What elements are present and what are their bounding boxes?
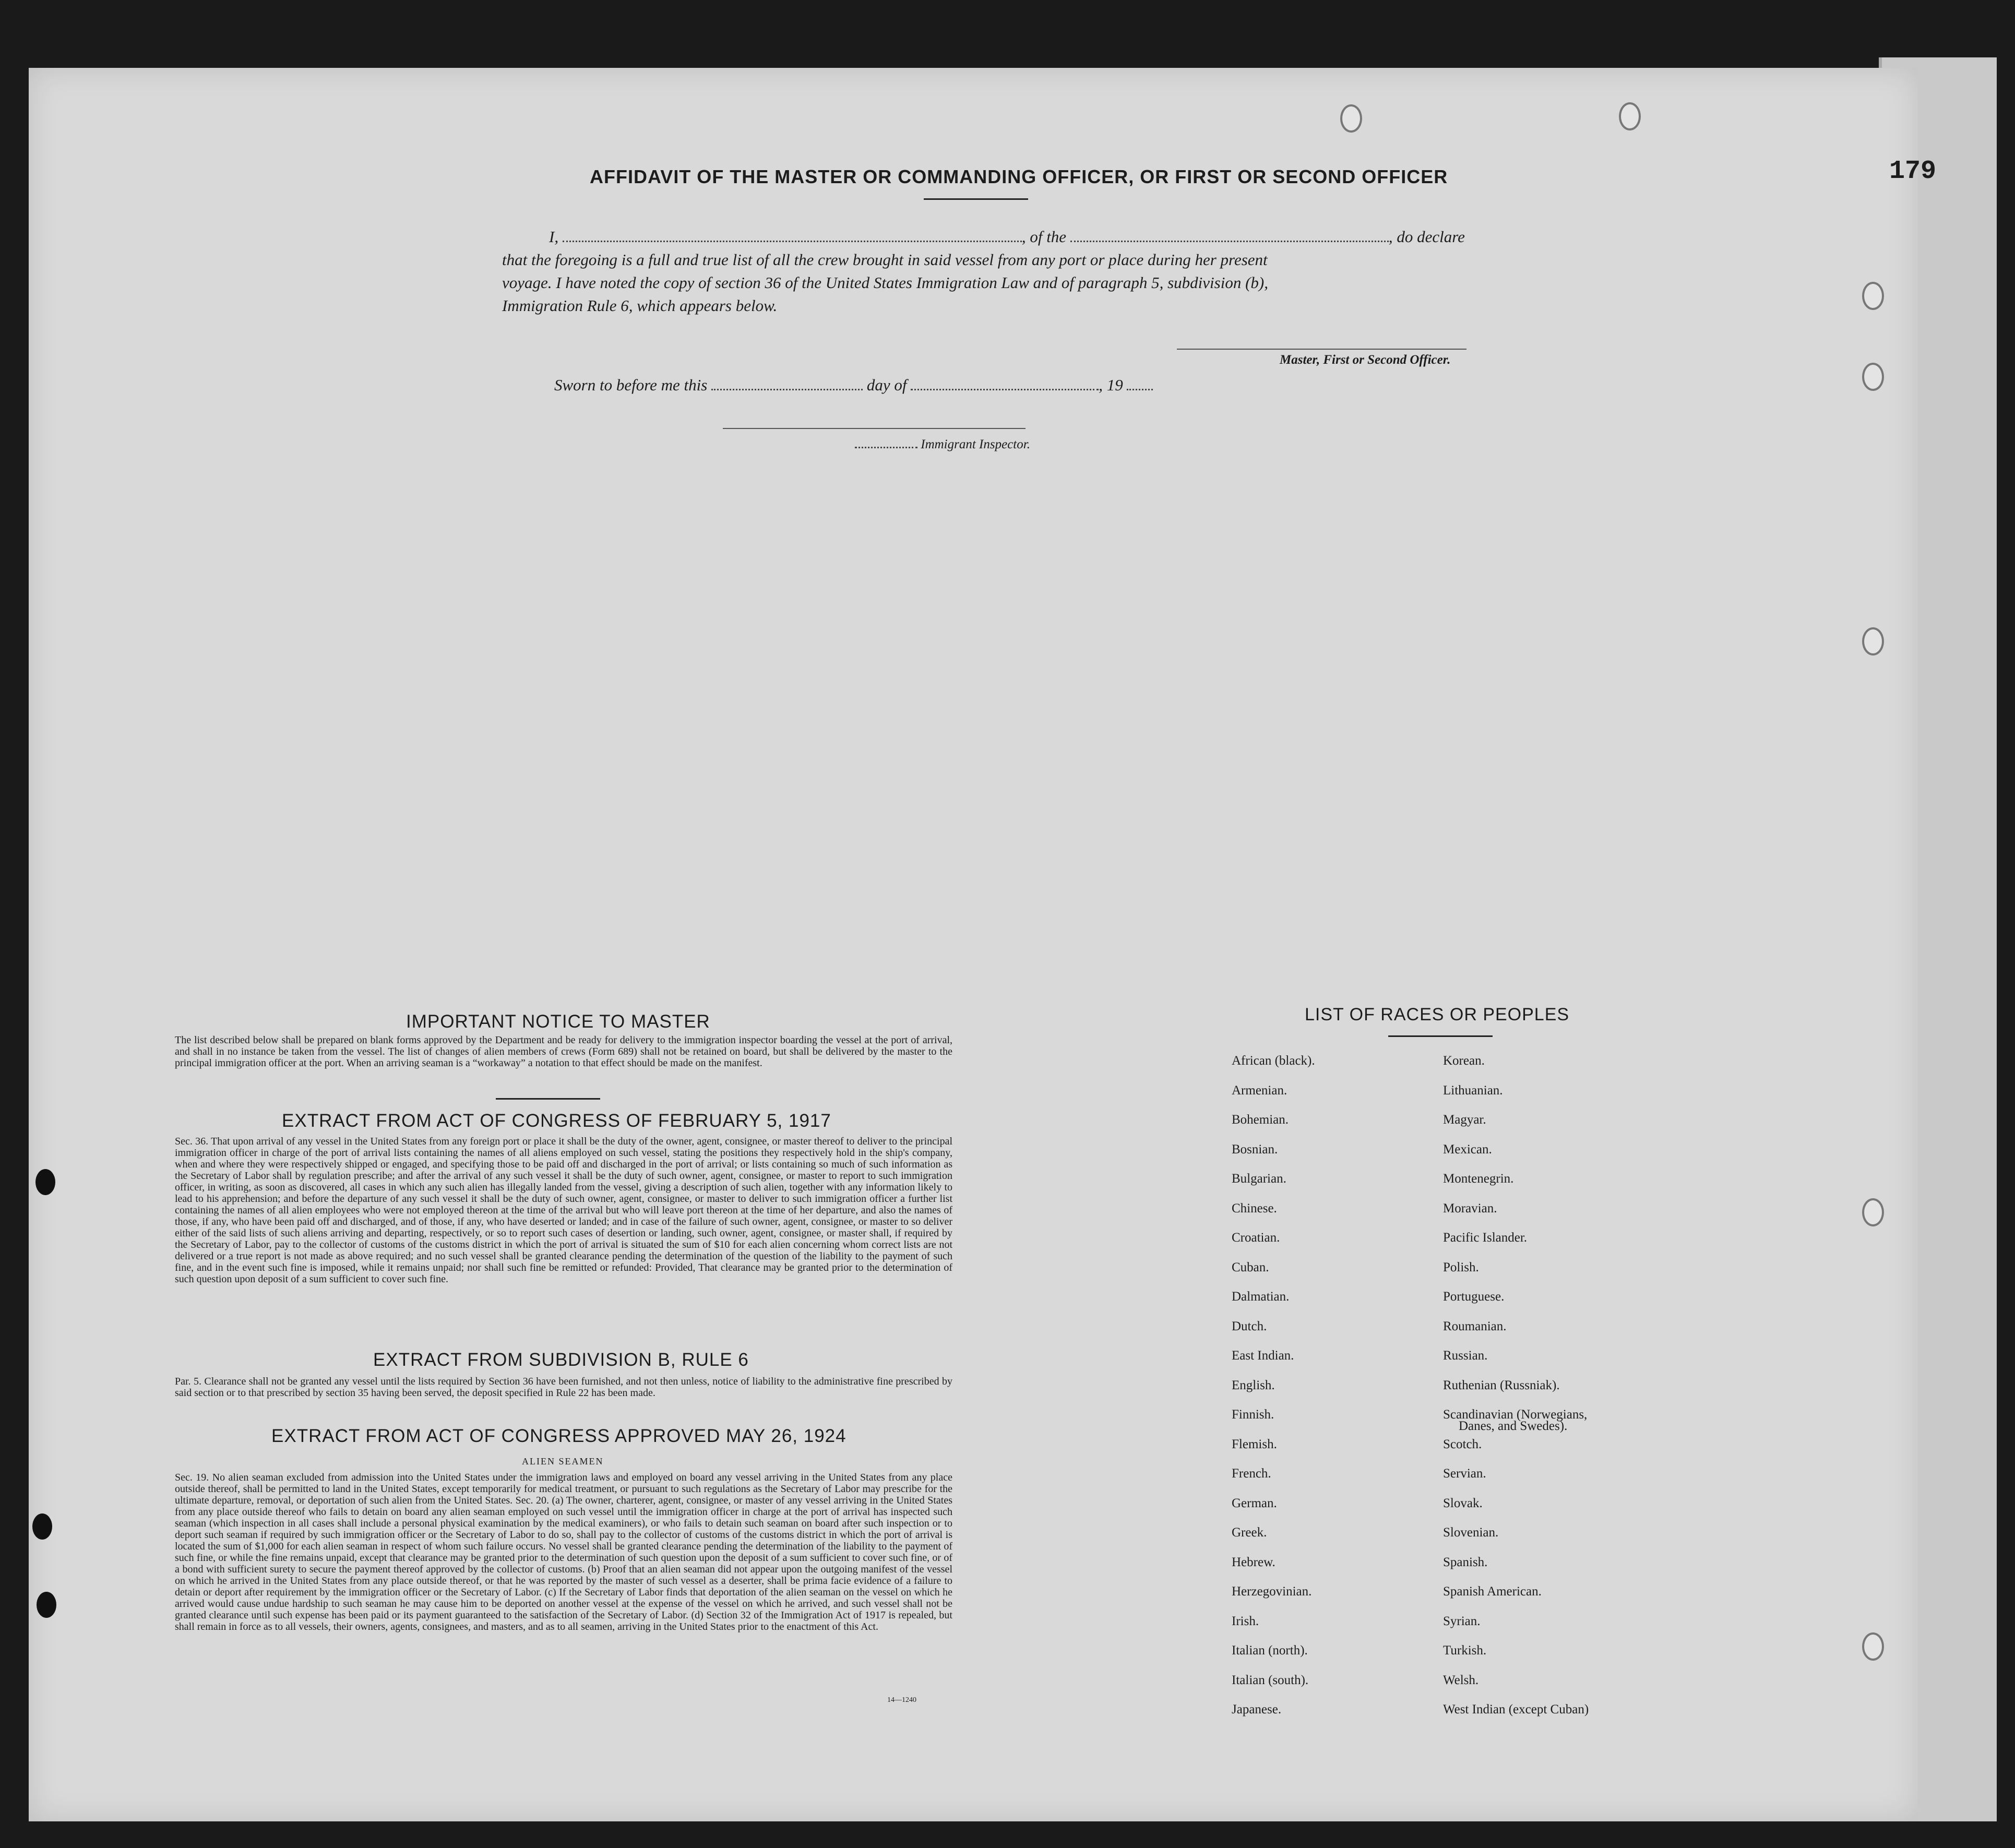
race-item: Montenegrin. [1443, 1172, 1514, 1186]
affidavit-title: AFFIDAVIT OF THE MASTER OR COMMANDING OFFICER, OR FIRST OR SECOND OFFICER [590, 166, 1448, 187]
race-item: Ruthenian (Russniak). [1443, 1378, 1560, 1392]
race-item: Herzegovinian. [1232, 1584, 1312, 1599]
binder-hole [37, 1592, 56, 1618]
alien-seamen-heading: ALIEN SEAMEN [522, 1456, 604, 1467]
punch-hole [1862, 282, 1884, 310]
race-item: African (black). [1232, 1054, 1315, 1068]
race-item: Mexican. [1443, 1142, 1492, 1157]
extract-rule6-title: EXTRACT FROM SUBDIVISION B, RULE 6 [373, 1350, 749, 1370]
race-item: Bulgarian. [1232, 1172, 1286, 1186]
race-item: Magyar. [1443, 1113, 1486, 1127]
race-item: Scandinavian (Norwegians, [1443, 1408, 1588, 1422]
binder-hole [32, 1513, 52, 1540]
race-item: Slovak. [1443, 1496, 1483, 1510]
punch-hole [1862, 1198, 1884, 1226]
races-rule [1388, 1035, 1493, 1037]
inspector-dots [855, 445, 917, 448]
punch-hole [1619, 102, 1641, 130]
day-blank[interactable] [711, 385, 863, 390]
affidavit-line-1 [549, 225, 1465, 248]
notice-text: The list described below shall be prepared on blank forms approved by the Department and be ready for delivery to the immigration inspector boarding the vessel at the port of arrival, and shall in no instance be taken from the vessel. The list of changes of alien members of crews (Form 689) shall not be retained on board, but shall be delivered by the master to the principal immigration officer at the port. When an arriving seaman is a “workaway” a notation to that effect should be made on the manifest. [175, 1034, 952, 1069]
race-item: Moravian. [1443, 1201, 1497, 1215]
master-label: Master, First or Second Officer. [1280, 353, 1451, 367]
race-item: Turkish. [1443, 1643, 1487, 1658]
race-item: Portuguese. [1443, 1290, 1505, 1304]
punch-hole [1340, 104, 1362, 133]
name-blank[interactable] [563, 236, 1022, 242]
race-item: Syrian. [1443, 1614, 1481, 1628]
race-item: Servian. [1443, 1467, 1486, 1481]
extract-1924-title: EXTRACT FROM ACT OF CONGRESS APPROVED MAY 26, 1924 [271, 1426, 846, 1446]
race-item: Japanese. [1232, 1702, 1282, 1716]
vessel-blank[interactable] [1070, 236, 1389, 242]
race-item: German. [1232, 1496, 1277, 1510]
race-item: Armenian. [1232, 1083, 1287, 1098]
race-item: Welsh. [1443, 1673, 1479, 1687]
race-item: Cuban. [1232, 1260, 1269, 1274]
race-item: Russian. [1443, 1349, 1488, 1363]
race-item: Italian (south). [1232, 1673, 1309, 1687]
race-item: East Indian. [1232, 1349, 1294, 1363]
notice-title: IMPORTANT NOTICE TO MASTER [406, 1011, 710, 1032]
race-item: Slovenian. [1443, 1525, 1499, 1540]
affidavit-line-3: voyage. I have noted the copy of section 36 of the United States Immigration Law and of paragraph 5, subdivision (b), [502, 273, 1268, 292]
extract-1924-text: Sec. 19. No alien seaman excluded from admission into the United States under the immigration laws and employed on board any vessel arriving in the United States from any place outside thereof, shall be permitted to land in the United States, except temporarily for medical treatment, or pursuant to such regulations as the Secretary of Labor may prescribe for the ultimate departure, removal, or deportation of such alien from the United States. Sec. 20. (a) The owner, charterer, agent, consignee, or master of any vessel arriving in the United States from any place outside thereof who fails to detain on board any alien seaman employed on such vessel until the immigration officer in charge at the port of arrival has inspected such seaman (which inspection in all cases shall include a personal physical examination by the medical examiners), or who fails to detain such seaman on board after such inspection or to deport such seaman if required by such immigration officer or the Secretary of Labor to do so, shall pay to the collector of customs of the customs district in which the port of arrival is located the sum of $1,000 for each alien seaman in respect of whom such failure occurs. No vessel shall be granted clearance pending the determination of the liability to the payment of such fine, or while the fine remains unpaid, except that clearance may be granted prior to the determination of such question upon the deposit of a sum sufficient to cover such fine, or of a bond with sufficient surety to secure the payment thereof approved by the collector of customs. (b) Proof that an alien seaman did not appear upon the outgoing manifest of the vessel on which he arrived in the United States from any place outside thereof, or that he was reported by the master of such vessel as a deserter, shall be prima facie evidence of a failure to detain or deport after requirement by the immigration officer or the Secretary of Labor. (c) If the Secretary of Labor finds that deportation of the alien seaman on the vessel on which he arrived would cause undue hardship to such seaman he may cause him to be deported on another vessel at the expense of the vessel on which he arrived, and such vessel shall not be granted clearance until such expense has been paid or its payment guaranteed to the satisfaction of the Secretary of Labor. (d) Section 32 of the Immigration Act of 1917 is repealed, but shall remain in force as to all vessels, their owners, agents, consignees, and masters, and as to all seamen, arriving in the United States prior to the enactment of this Act. [175, 1472, 952, 1632]
affidavit-line-4: Immigration Rule 6, which appears below. [502, 296, 778, 315]
inspector-label-text: Immigrant Inspector. [921, 437, 1030, 451]
inspector-signature-line[interactable] [723, 428, 1026, 429]
race-item: Greek. [1232, 1525, 1267, 1540]
year-text: , 19 [1099, 376, 1123, 394]
race-item: Bohemian. [1232, 1113, 1289, 1127]
race-item: Korean. [1443, 1054, 1485, 1068]
page-number: 179 [1889, 157, 1937, 186]
race-item: English. [1232, 1378, 1275, 1392]
race-item: West Indian (except Cuban) [1443, 1702, 1589, 1716]
punch-hole [1862, 363, 1884, 391]
sworn-text: Sworn to before me this [554, 376, 708, 394]
form-number: 14—1240 [887, 1696, 916, 1704]
year-blank[interactable] [1127, 385, 1153, 390]
race-item: Finnish. [1232, 1408, 1274, 1422]
day-of-text: day of [866, 376, 907, 394]
race-item: Spanish American. [1443, 1584, 1542, 1599]
inspector-label [855, 437, 1030, 452]
race-item: Spanish. [1443, 1555, 1488, 1569]
race-item: Italian (north). [1232, 1643, 1308, 1658]
of-the-text: , of the [1021, 228, 1067, 246]
i-prefix: I, [549, 228, 559, 246]
master-signature-line[interactable] [1177, 349, 1466, 350]
race-item: Dutch. [1232, 1319, 1267, 1333]
title-rule [924, 198, 1028, 200]
extract-1917-title: EXTRACT FROM ACT OF CONGRESS OF FEBRUARY 5, 1917 [282, 1111, 831, 1131]
race-item: Flemish. [1232, 1437, 1277, 1451]
affidavit-line-2: that the foregoing is a full and true list of all the crew brought in said vessel from any port or place during her present [502, 251, 1268, 269]
race-item-continuation: Danes, and Swedes). [1459, 1419, 1568, 1433]
race-item: Roumanian. [1443, 1319, 1507, 1333]
race-item: French. [1232, 1467, 1271, 1481]
races-title: LIST OF RACES OR PEOPLES [1305, 1005, 1570, 1024]
notice-rule [496, 1098, 600, 1100]
binder-hole [35, 1169, 55, 1195]
race-item: Irish. [1232, 1614, 1259, 1628]
punch-hole [1862, 1632, 1884, 1661]
race-item: Pacific Islander. [1443, 1231, 1528, 1245]
sworn-line [554, 374, 1153, 397]
race-item: Hebrew. [1232, 1555, 1275, 1569]
race-item: Scotch. [1443, 1437, 1482, 1451]
race-item: Chinese. [1232, 1201, 1277, 1215]
month-blank[interactable] [911, 385, 1099, 390]
extract-rule6-text: Par. 5. Clearance shall not be granted any vessel until the lists required by Section 36 have been furnished, and not then unless, notice of liability to the administrative fine prescribed by said section or to that prescribed by section 35 having been served, the deposit specified in Rule 22 has been made. [175, 1376, 952, 1399]
race-item: Lithuanian. [1443, 1083, 1503, 1098]
race-item: Polish. [1443, 1260, 1479, 1274]
race-item: Dalmatian. [1232, 1290, 1290, 1304]
race-item: Croatian. [1232, 1231, 1280, 1245]
race-item: Bosnian. [1232, 1142, 1278, 1157]
do-declare-text: , do declare [1388, 228, 1465, 246]
extract-1917-text: Sec. 36. That upon arrival of any vessel in the United States from any foreign port or place it shall be the duty of the owner, agent, consignee, or master thereof to deliver to the principal immigration officer in charge of the port of arrival lists containing the names of all aliens employed on such vessel, stating the positions they respectively hold in the ship's company, when and where they were respectively shipped or engaged, and specifying those to be paid off and discharged in the port of arrival; or lists containing so much of such information as the Secretary of Labor shall by regulation prescribe; and after the arrival of any such vessel it shall be the duty of such owner, agent, consignee, or master to report to such immigration officer, in writing, as soon as discovered, all cases in which any such alien has illegally landed from the vessel, giving a description of such alien, together with any information likely to lead to his apprehension; and before the departure of any such vessel it shall be the duty of such owner, agent, consignee, or master to deliver to such immigration officer a further list containing the names of all alien employees who were not employed thereon at the time of the arrival but who will leave port thereon at the time of her departure, and also the names of those, if any, who have been paid off and discharged, and of those, if any, who have deserted or landed; and in case of the failure of such owner, agent, consignee, or master to so deliver either of the said lists of such aliens arriving and departing, respectively, or so to report such cases of desertion or landing, such owner, agent, consignee, or master shall, if required by the Secretary of Labor, pay to the collector of customs of the customs district in which the port of arrival is situated the sum of $10 for each alien concerning whom correct lists are not delivered or a true report is not made as above required; and no such vessel shall be granted clearance pending the determination of the question of the liability to the payment of such fine, and in the event such fine is imposed, while it remains unpaid; nor shall such fine be remitted or refunded: Provided, That clearance may be granted prior to the determination of such question upon deposit of a sum sufficient to cover such fine. [175, 1136, 952, 1285]
punch-hole [1862, 627, 1884, 655]
